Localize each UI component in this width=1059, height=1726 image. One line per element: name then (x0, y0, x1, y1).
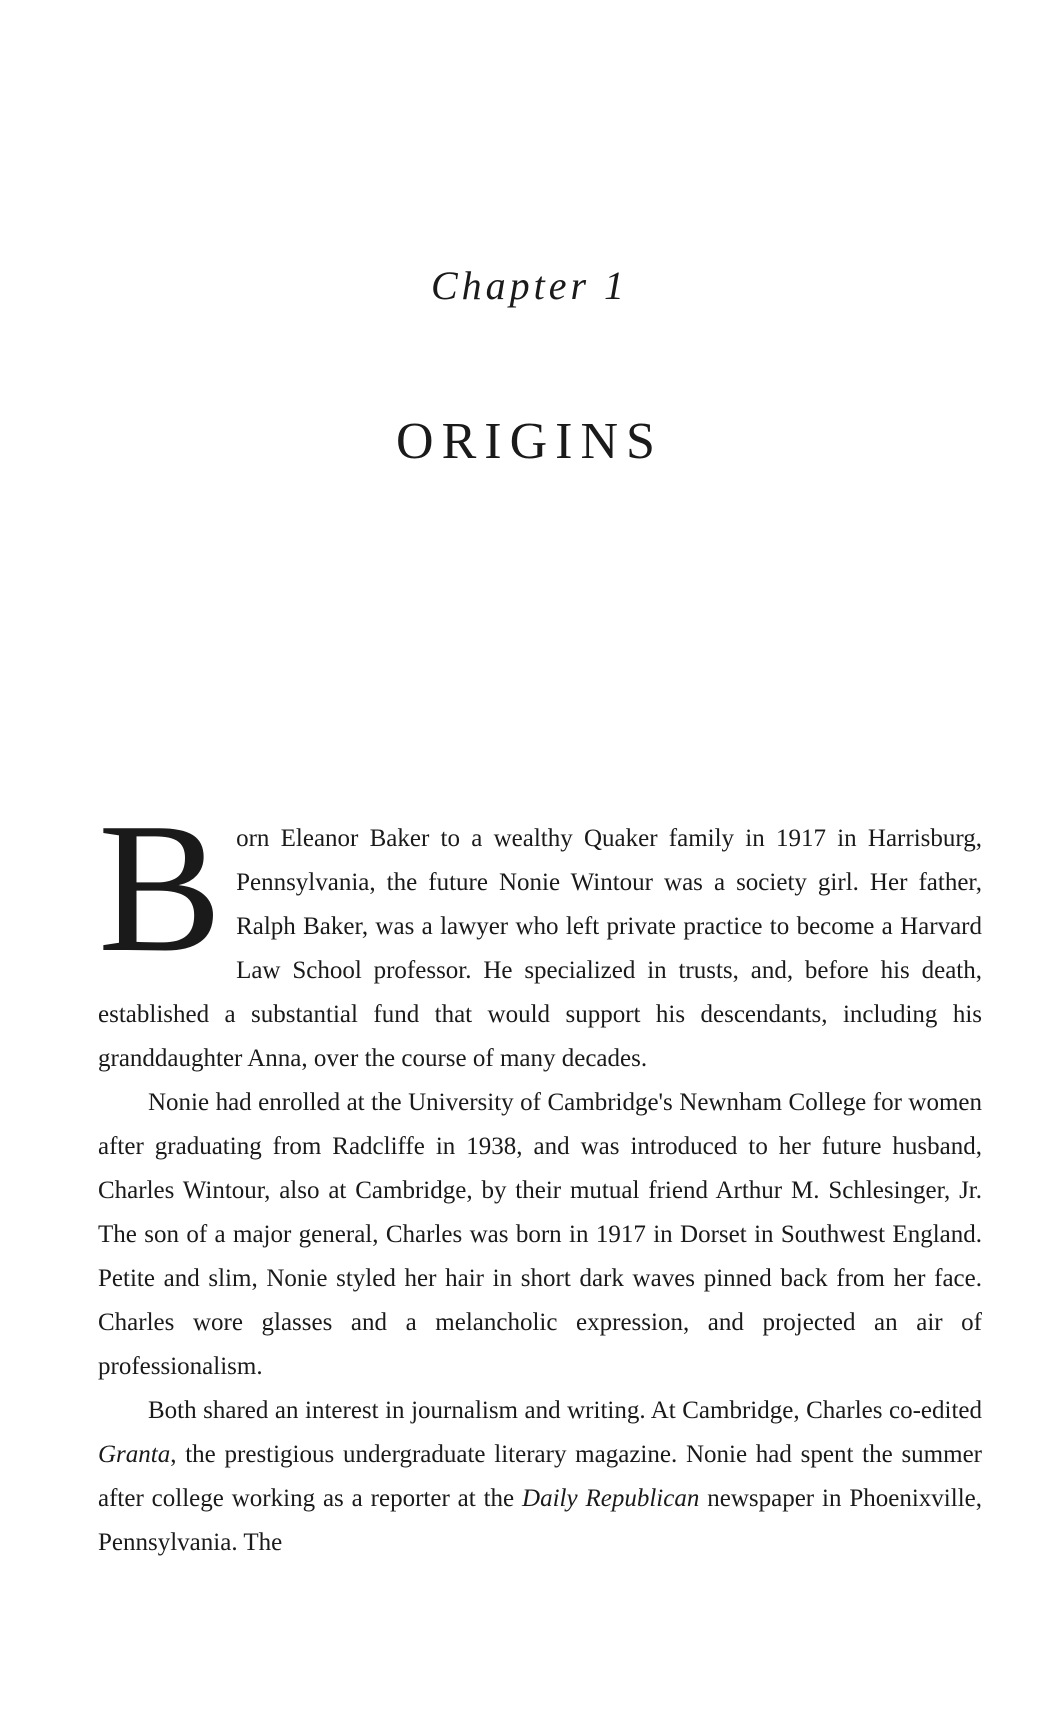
magazine-title-granta: Granta (98, 1441, 171, 1468)
paragraph-2 (98, 1081, 982, 1389)
paragraph-3-text-c: newspaper in Phoenixville, Pennsylvania. The (98, 1485, 982, 1556)
paragraph-2-text: Nonie had enrolled at the University of Cambridge's Newnham College for women after graduating from Radcliffe in 1938, and was introduced to her future husband, Charles Wintour, also at Cambridge, by their mutual friend Arthur M. Schlesinger, Jr. The son of a major general, Charles was born in 1917 in Dorset in Southwest England. Petite and slim, Nonie styled her hair in short dark waves pinned back from her face. Charles wore glasses and a melancholic expression, and projected an air of professionalism. (98, 1089, 982, 1380)
chapter-title: ORIGINS (396, 413, 663, 470)
paragraph-1-text: orn Eleanor Baker to a wealthy Quaker family in 1917 in Harrisburg, Pennsylvania, the future Nonie Wintour was a society girl. Her father, Ralph Baker, was a lawyer who left private practice to become a Harvard Law School professor. He specialized in trusts, and, before his death, established a substantial fund that would support his descendants, including his granddaughter Anna, over the course of many decades. (98, 825, 982, 1072)
body-text (98, 785, 982, 1565)
paragraph-3 (98, 1389, 982, 1565)
newspaper-title-daily-republican: Daily Republican (522, 1485, 700, 1512)
drop-cap: B (98, 785, 223, 991)
paragraph-3-text-a: Both shared an interest in journalism and writing. At Cambridge, Charles co-edited (148, 1397, 982, 1424)
chapter-label: Chapter 1 (430, 263, 629, 308)
paragraph-3-text-b: , the prestigious undergraduate literary magazine. Nonie had spent the summer after college working as a reporter at the (98, 1441, 982, 1512)
paragraph-1 (98, 785, 982, 1081)
